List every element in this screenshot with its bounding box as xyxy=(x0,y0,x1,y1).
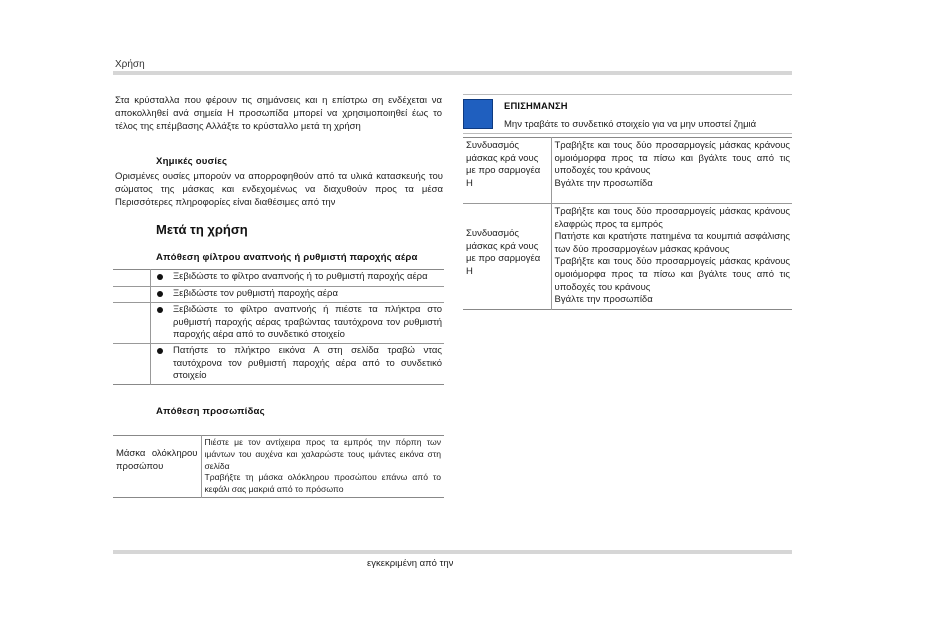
bullet-icon xyxy=(157,307,163,313)
warning-title: ΕΠΙΣΗΜΑΝΣΗ xyxy=(504,100,568,111)
intro-paragraph: Στα κρύσταλλα που φέρουν τις σημάνσεις και η επίστρω ση ενδέχεται να αποκολληθεί ανά σημεία Η προσωπίδα μπορεί να χρησιμοποιηθεί έως το τέλος της επέμβασης Αλλάξτε το κρύσταλλο μετά τη χρήση xyxy=(115,95,442,132)
mask-removal-heading: Απόθεση προσωπίδας xyxy=(156,406,265,417)
after-use-heading: Μετά τη χρήση xyxy=(156,222,248,237)
table-row xyxy=(113,436,444,498)
table-row xyxy=(463,138,792,204)
filter-removal-heading: Απόθεση φίλτρου αναπνοής ή ρυθμιστή παροχής αέρα xyxy=(156,252,418,263)
chemicals-paragraph: Ορισμένες ουσίες μπορούν να απορροφηθούν από τα υλικά κατασκευής του σώματος της μάσκας και ενδεχομένως να διαχυθούν προς τα μέσα Περισσότερες πληροφορίες είναι διαθέσιμες από την xyxy=(115,171,443,208)
mask-type-label: Μάσκα ολόκληρου προσώπου xyxy=(113,436,201,498)
filter-step: Ξεβιδώστε τον ρυθμιστή παροχής αέρα xyxy=(170,286,444,303)
bullet-icon xyxy=(157,291,163,297)
warning-bottom-rule xyxy=(463,133,792,134)
warning-text: Μην τραβάτε το συνδετικό στοιχείο για να μην υποστεί ζημιά xyxy=(504,119,757,130)
combination-steps: Τραβήξτε και τους δύο προσαρμογείς μάσκας κράνους ομοιόμορφα προς τα πίσω και βγάλτε τους από τις υποδοχές του κράνους Βγάλτε την προσωπίδα xyxy=(551,138,792,204)
table-row xyxy=(113,286,444,303)
combination-label: Συνδυασμός μάσκας κρά νους με προ σαρμογέα H xyxy=(463,204,551,310)
bullet-icon xyxy=(157,348,163,354)
filter-step: Ξεβιδώστε το φίλτρο αναπνοής ή το ρυθμιστή παροχής αέρα xyxy=(170,270,444,287)
table-row xyxy=(113,343,444,384)
combination-label: Συνδυασμός μάσκας κρά νους με προ σαρμογέα H xyxy=(463,138,551,204)
mask-removal-steps: Πιέστε με τον αντίχειρα προς τα εμπρός την πόρπη των ιμάντων του αυχένα και χαλαρώστε τους ιμάντες εικόνα στη σελίδα Τραβήξτε τη μάσκα ολόκληρου προσώπου επάνω από το κεφάλι σας μακριά από το πρόσωπο xyxy=(204,437,441,495)
helmet-combination-table xyxy=(463,137,792,310)
combination-steps: Τραβήξτε και τους δύο προσαρμογείς μάσκας κράνους ελαφρώς προς τα εμπρός Πατήστε και κρατήστε πατημένα τα κουμπιά ασφάλισης των δύο προσαρμογέων μάσκας κράνους Τραβήξτε και τους δύο προσαρμογείς μάσκας κράνους ομοιόμορφα προς τα πίσω και βγάλτε τους από τις υποδοχές του κράνους Βγάλτε την προσωπίδα xyxy=(554,206,790,306)
table-row xyxy=(113,270,444,287)
warning-icon xyxy=(463,99,493,129)
mask-removal-table xyxy=(113,435,444,498)
filter-removal-table xyxy=(113,269,444,385)
footer-rule xyxy=(113,550,792,554)
header-rule xyxy=(113,71,792,75)
table-row xyxy=(113,303,444,344)
footer-text: εγκεκριμένη από την xyxy=(367,558,454,569)
chemicals-heading: Χημικές ουσίες xyxy=(156,156,228,167)
filter-step: Πατήστε το πλήκτρο εικόνα Α στη σελίδα τραβώ ντας ταυτόχρονα τον ρυθμιστή παροχής αέρα από το συνδετικό στοιχείο xyxy=(173,344,442,382)
running-header: Χρήση xyxy=(115,59,145,70)
bullet-icon xyxy=(157,274,163,280)
table-row xyxy=(463,204,792,310)
warning-top-rule xyxy=(463,94,792,95)
filter-step: Ξεβιδώστε το φίλτρο αναπνοής ή πιέστε τα πλήκτρα στο ρυθμιστή παροχής αέρας τραβώντας ταυτόχρονα τον ρυθμιστή παροχής αέρα από το συνδετικό στοιχείο xyxy=(170,303,444,344)
